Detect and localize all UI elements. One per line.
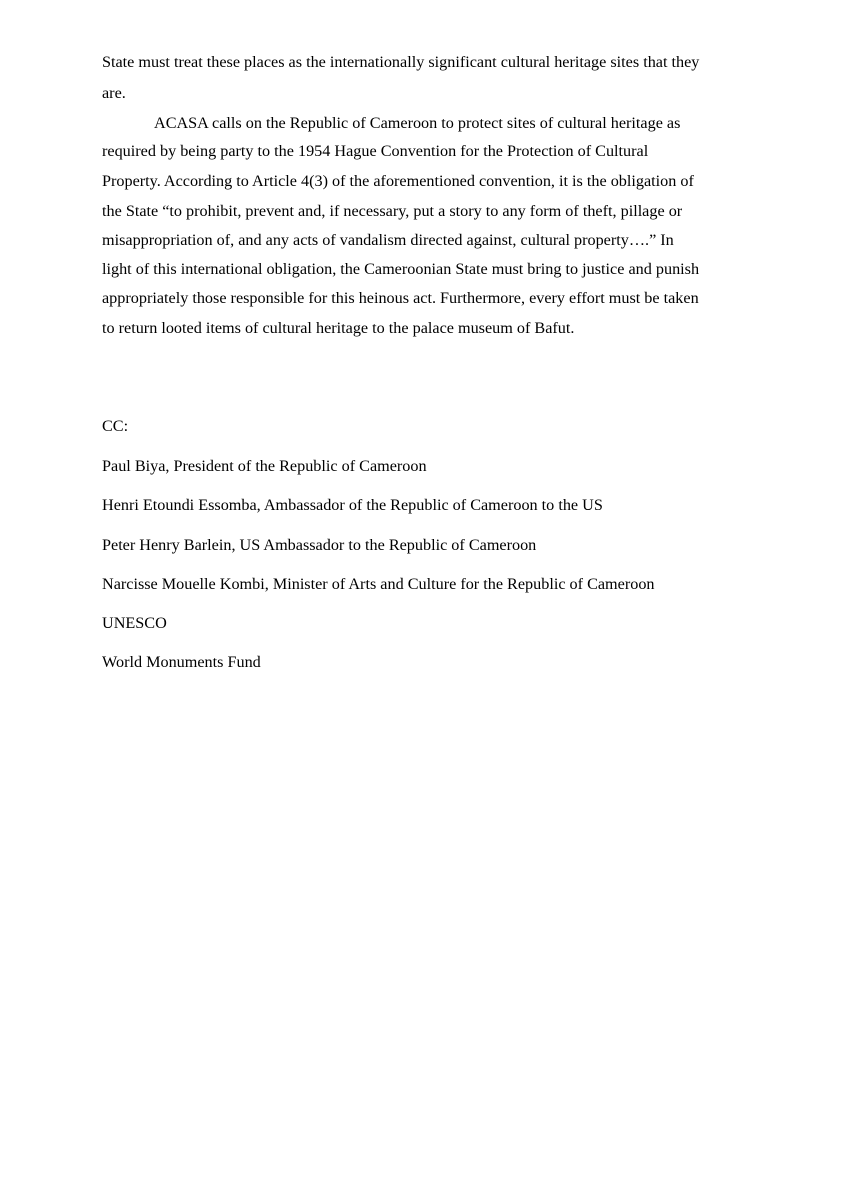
cc-recipient: Peter Henry Barlein, US Ambassador to the Republic of Cameroon: [102, 536, 537, 554]
cc-label: CC:: [102, 417, 129, 435]
body-line: light of this international obligation, the Cameroonian State must bring to justice and punish: [102, 260, 700, 278]
body-line: the State “to prohibit, prevent and, if necessary, put a story to any form of theft, pillage or: [102, 202, 683, 220]
cc-recipient: Paul Biya, President of the Republic of Cameroon: [102, 457, 427, 475]
body-line: are.: [102, 84, 126, 102]
cc-recipient: World Monuments Fund: [102, 653, 261, 671]
body-line: to return looted items of cultural heritage to the palace museum of Bafut.: [102, 319, 575, 337]
body-line: required by being party to the 1954 Hague Convention for the Protection of Cultural: [102, 142, 649, 160]
body-line: ACASA calls on the Republic of Cameroon to protect sites of cultural heritage as: [154, 114, 681, 132]
body-line: misappropriation of, and any acts of vandalism directed against, cultural property….” In: [102, 231, 674, 249]
body-line: State must treat these places as the internationally significant cultural heritage sites that they: [102, 53, 700, 71]
body-line: Property. According to Article 4(3) of the aforementioned convention, it is the obligation of: [102, 172, 694, 190]
cc-recipient: Narcisse Mouelle Kombi, Minister of Arts and Culture for the Republic of Cameroon: [102, 575, 655, 593]
cc-recipient: Henri Etoundi Essomba, Ambassador of the Republic of Cameroon to the US: [102, 496, 603, 514]
cc-recipient: UNESCO: [102, 614, 167, 632]
body-line: appropriately those responsible for this heinous act. Furthermore, every effort must be taken: [102, 289, 699, 307]
